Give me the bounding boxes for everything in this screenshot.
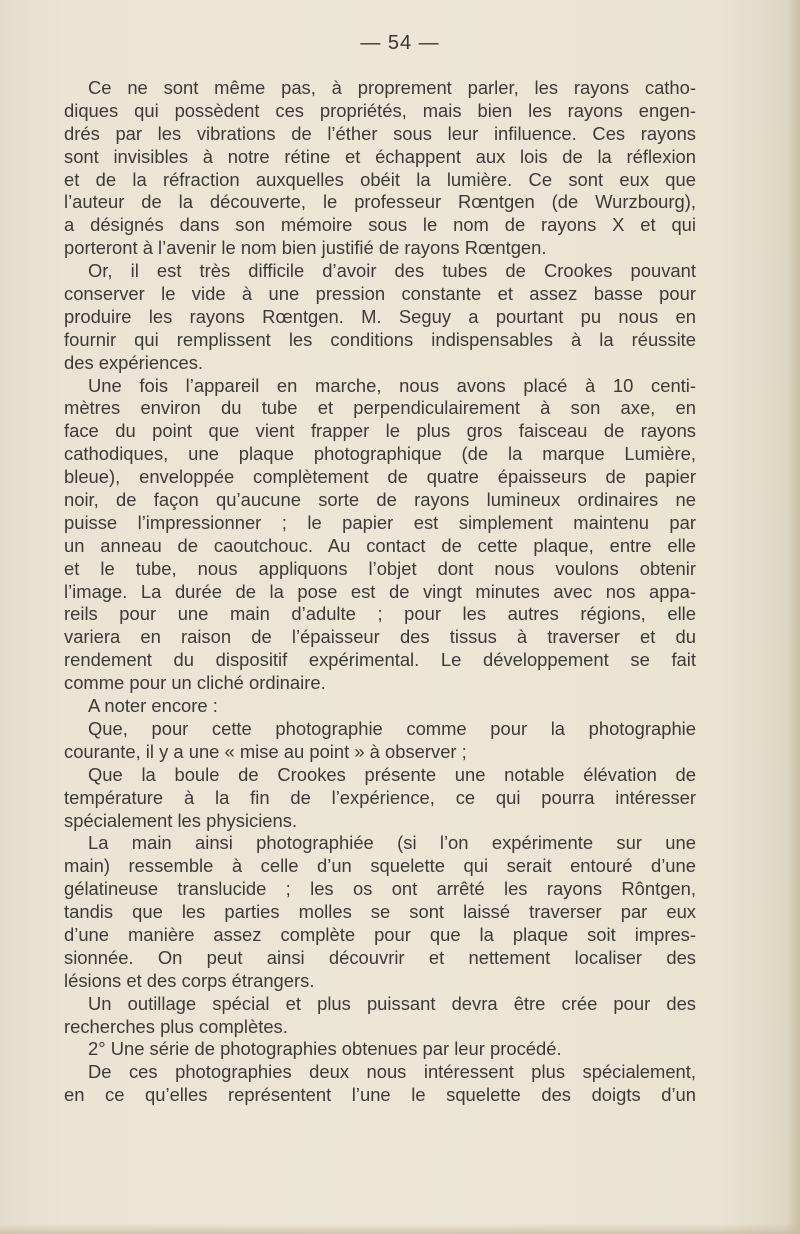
text-line: drés par les vibrations de l’éther sous leur infiluence. Ces rayons: [64, 122, 696, 144]
page-bottom-shadow: [0, 1224, 800, 1234]
text-line: Que, pour cette photographie comme pour la photographie: [88, 717, 696, 739]
text-line: et le tube, nous appliquons l’objet dont nous voulons obtenir: [64, 557, 696, 579]
page-edge-shadow: [786, 0, 800, 1234]
text-line: porteront à l’avenir le nom bien justifié de rayons Rœntgen.: [64, 237, 547, 259]
text-line: en ce qu’elles représentent l’une le squelette des doigts d’un: [64, 1084, 696, 1106]
text-line: Ce ne sont même pas, à proprement parler, les rayons catho-: [88, 77, 696, 98]
text-line: gélatineuse translucide ; les os ont arrêté les rayons Rôntgen,: [64, 878, 696, 900]
text-line: l’auteur de la découverte, le professeur Rœntgen (de Wurzbourg),: [64, 191, 696, 213]
body-text: [64, 77, 696, 1107]
text-line: face du point que vient frapper le plus gros faisceau de rayons: [64, 420, 696, 442]
text-line: noir, de façon qu’aucune sorte de rayons lumineux ordinaires ne: [64, 489, 696, 511]
text-line: sionnée. On peut ainsi découvrir et nettement localiser des: [64, 946, 696, 968]
text-line: fournir qui remplissent les conditions indispensables à la réussite: [64, 328, 696, 350]
text-line: diques qui possèdent ces propriétés, mais bien les rayons engen-: [64, 99, 696, 121]
text-line: sont invisibles à notre rétine et échappent aux lois de la réflexion: [64, 145, 696, 167]
text-line: produire les rayons Rœntgen. M. Seguy a pourtant pu nous en: [64, 305, 696, 327]
text-line: et de la réfraction auxquelles obéit la lumière. Ce sont eux que: [64, 168, 696, 190]
text-line: La main ainsi photographiée (si l’on expérimente sur une: [88, 832, 696, 854]
text-line: tandis que les parties molles se sont laissé traverser par eux: [64, 901, 696, 923]
text-line: variera en raison de l’épaisseur des tissus à traverser et du: [64, 626, 696, 648]
text-line: bleue), enveloppée complètement de quatre épaisseurs de papier: [64, 466, 696, 488]
text-line: courante, il y a une « mise au point » à observer ;: [64, 740, 467, 762]
text-line: des expériences.: [64, 351, 204, 373]
text-line: d’une manière assez complète pour que la plaque soit impres-: [64, 923, 696, 945]
text-line: a désignés dans son mémoire sous le nom de rayons X et qui: [64, 214, 696, 236]
text-line: Or, il est très difficile d’avoir des tubes de Crookes pouvant: [88, 260, 696, 282]
text-line: Un outillage spécial et plus puissant devra être crée pour des: [88, 992, 696, 1014]
text-line: spécialement les physiciens.: [64, 809, 298, 831]
text-line: Que la boule de Crookes présente une notable élévation de: [88, 763, 696, 785]
text-line: température à la fin de l’expérience, ce qui pourra intéresser: [64, 786, 696, 808]
text-line: cathodiques, une plaque photographique (de la marque Lumière,: [64, 443, 696, 465]
text-line: rendement du dispositif expérimental. Le développement se fait: [64, 649, 696, 671]
text-line: 2° Une série de photographies obtenues par leur procédé.: [88, 1038, 562, 1060]
text-line: Une fois l’appareil en marche, nous avons placé à 10 centi-: [88, 374, 696, 396]
text-line: lésions et des corps étrangers.: [64, 969, 315, 991]
text-line: puisse l’impressionner ; le papier est simplement maintenu par: [64, 511, 696, 533]
page-number: — 54 —: [360, 32, 440, 54]
text-line: conserver le vide à une pression constante et assez basse pour: [64, 283, 696, 305]
text-line: A noter encore :: [88, 695, 218, 717]
text-line: recherches plus complètes.: [64, 1015, 288, 1037]
text-line: De ces photographies deux nous intéressent plus spécialement,: [88, 1061, 696, 1083]
text-line: main) ressemble à celle d’un squelette qui serait entouré d’une: [64, 855, 696, 877]
text-line: reils pour une main d’adulte ; pour les autres régions, elle: [64, 603, 696, 625]
text-line: mètres environ du tube et perpendiculairement à son axe, en: [64, 397, 696, 419]
text-line: l’image. La durée de la pose est de vingt minutes avec nos appa-: [64, 580, 696, 602]
text-line: comme pour un cliché ordinaire.: [64, 672, 326, 694]
text-line: un anneau de caoutchouc. Au contact de cette plaque, entre elle: [64, 534, 696, 556]
